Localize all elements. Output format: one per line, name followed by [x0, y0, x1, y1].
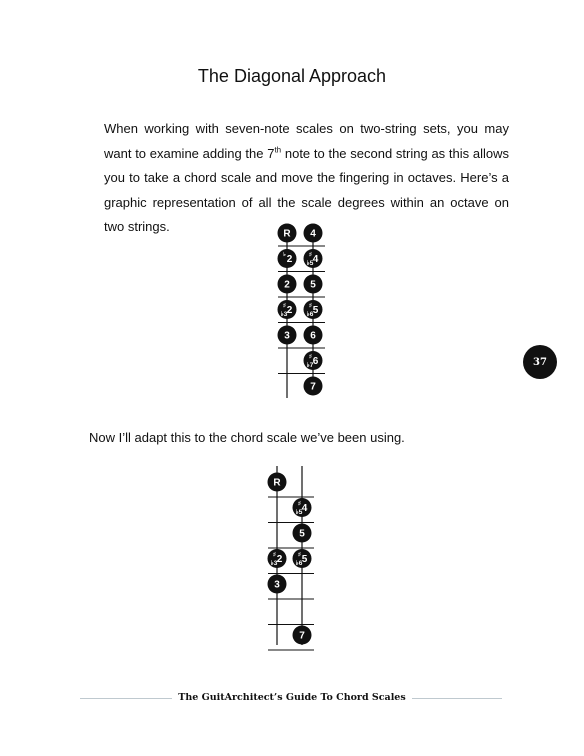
diagram-1-note-degree: 6 — [310, 330, 316, 342]
diagram-1-note-accidental: ♯ — [283, 303, 286, 309]
paragraph-text: When working with seven-note scales on two-string sets, you may want to examine adding the 7 — [104, 121, 509, 161]
diagram-2-note-alt-degree: ♭5 — [295, 509, 303, 516]
diagram-1-note-degree: 5 — [310, 279, 316, 291]
diagram-1-note-accidental: ♯ — [309, 252, 312, 258]
diagram-1-note-alt-degree: ♭6 — [306, 311, 314, 318]
diagram-2-note-degree: 4 — [301, 503, 308, 515]
footer-title: The GuitArchitect’s Guide To Chord Scales — [172, 692, 411, 703]
diagram-1-note-degree: 6 — [312, 356, 319, 368]
diagram-2-note-alt-degree: ♭6 — [295, 560, 303, 567]
footer — [0, 692, 584, 703]
body-paragraph-2: Now I’ll adapt this to the chord scale we’ve been using. — [89, 430, 405, 445]
diagram-1-note-degree: R — [283, 228, 291, 240]
page-number-badge: 37 — [523, 345, 557, 379]
diagram-1-note-degree: 2 — [286, 305, 293, 317]
diagram-2-note-alt-degree: ♭3 — [270, 560, 278, 567]
diagram-2-note-degree: 7 — [299, 630, 305, 642]
diagram-2-note-degree: 5 — [301, 554, 308, 566]
diagram-1-note-degree: 7 — [310, 381, 316, 393]
diagram-1-note-accidental: ♯ — [309, 303, 312, 309]
diagram-1-note-degree: 5 — [312, 305, 319, 317]
diagram-2-note-accidental: ♯ — [273, 552, 276, 558]
diagram-1-note-alt-degree: ♭3 — [280, 311, 288, 318]
diagram-1-note-degree: 3 — [284, 330, 290, 342]
diagram-1-note-alt-degree: ♭7 — [306, 362, 314, 369]
diagram-2-note-accidental: ♯ — [298, 501, 301, 507]
diagram-2-note-degree: 5 — [299, 528, 305, 540]
diagram-2-note-degree: 2 — [276, 554, 283, 566]
page-title: The Diagonal Approach — [197, 66, 387, 86]
diagram-1-note-accidental: ♭ — [283, 252, 286, 258]
paragraph-text-continued: note to the second string as this allows you to take a chord scale and move the fingering in octaves. Here’s a graphic representation of all the scale degrees within an octave on two strings. — [104, 145, 509, 234]
diagram-1-note-accidental: ♯ — [309, 354, 312, 360]
diagram-2-note-degree: R — [273, 477, 281, 489]
diagram-1-note-degree: 2 — [284, 279, 290, 291]
diagram-1-note-degree: 4 — [312, 254, 319, 266]
diagram-1-note-alt-degree: ♭5 — [306, 260, 314, 267]
diagram-1-note-degree: 2 — [286, 254, 293, 266]
diagram-2-note-accidental: ♯ — [298, 552, 301, 558]
superscript-th: th — [274, 145, 282, 155]
diagram-2-note-degree: 3 — [274, 579, 280, 591]
diagram-1-note-degree: 4 — [310, 228, 316, 240]
